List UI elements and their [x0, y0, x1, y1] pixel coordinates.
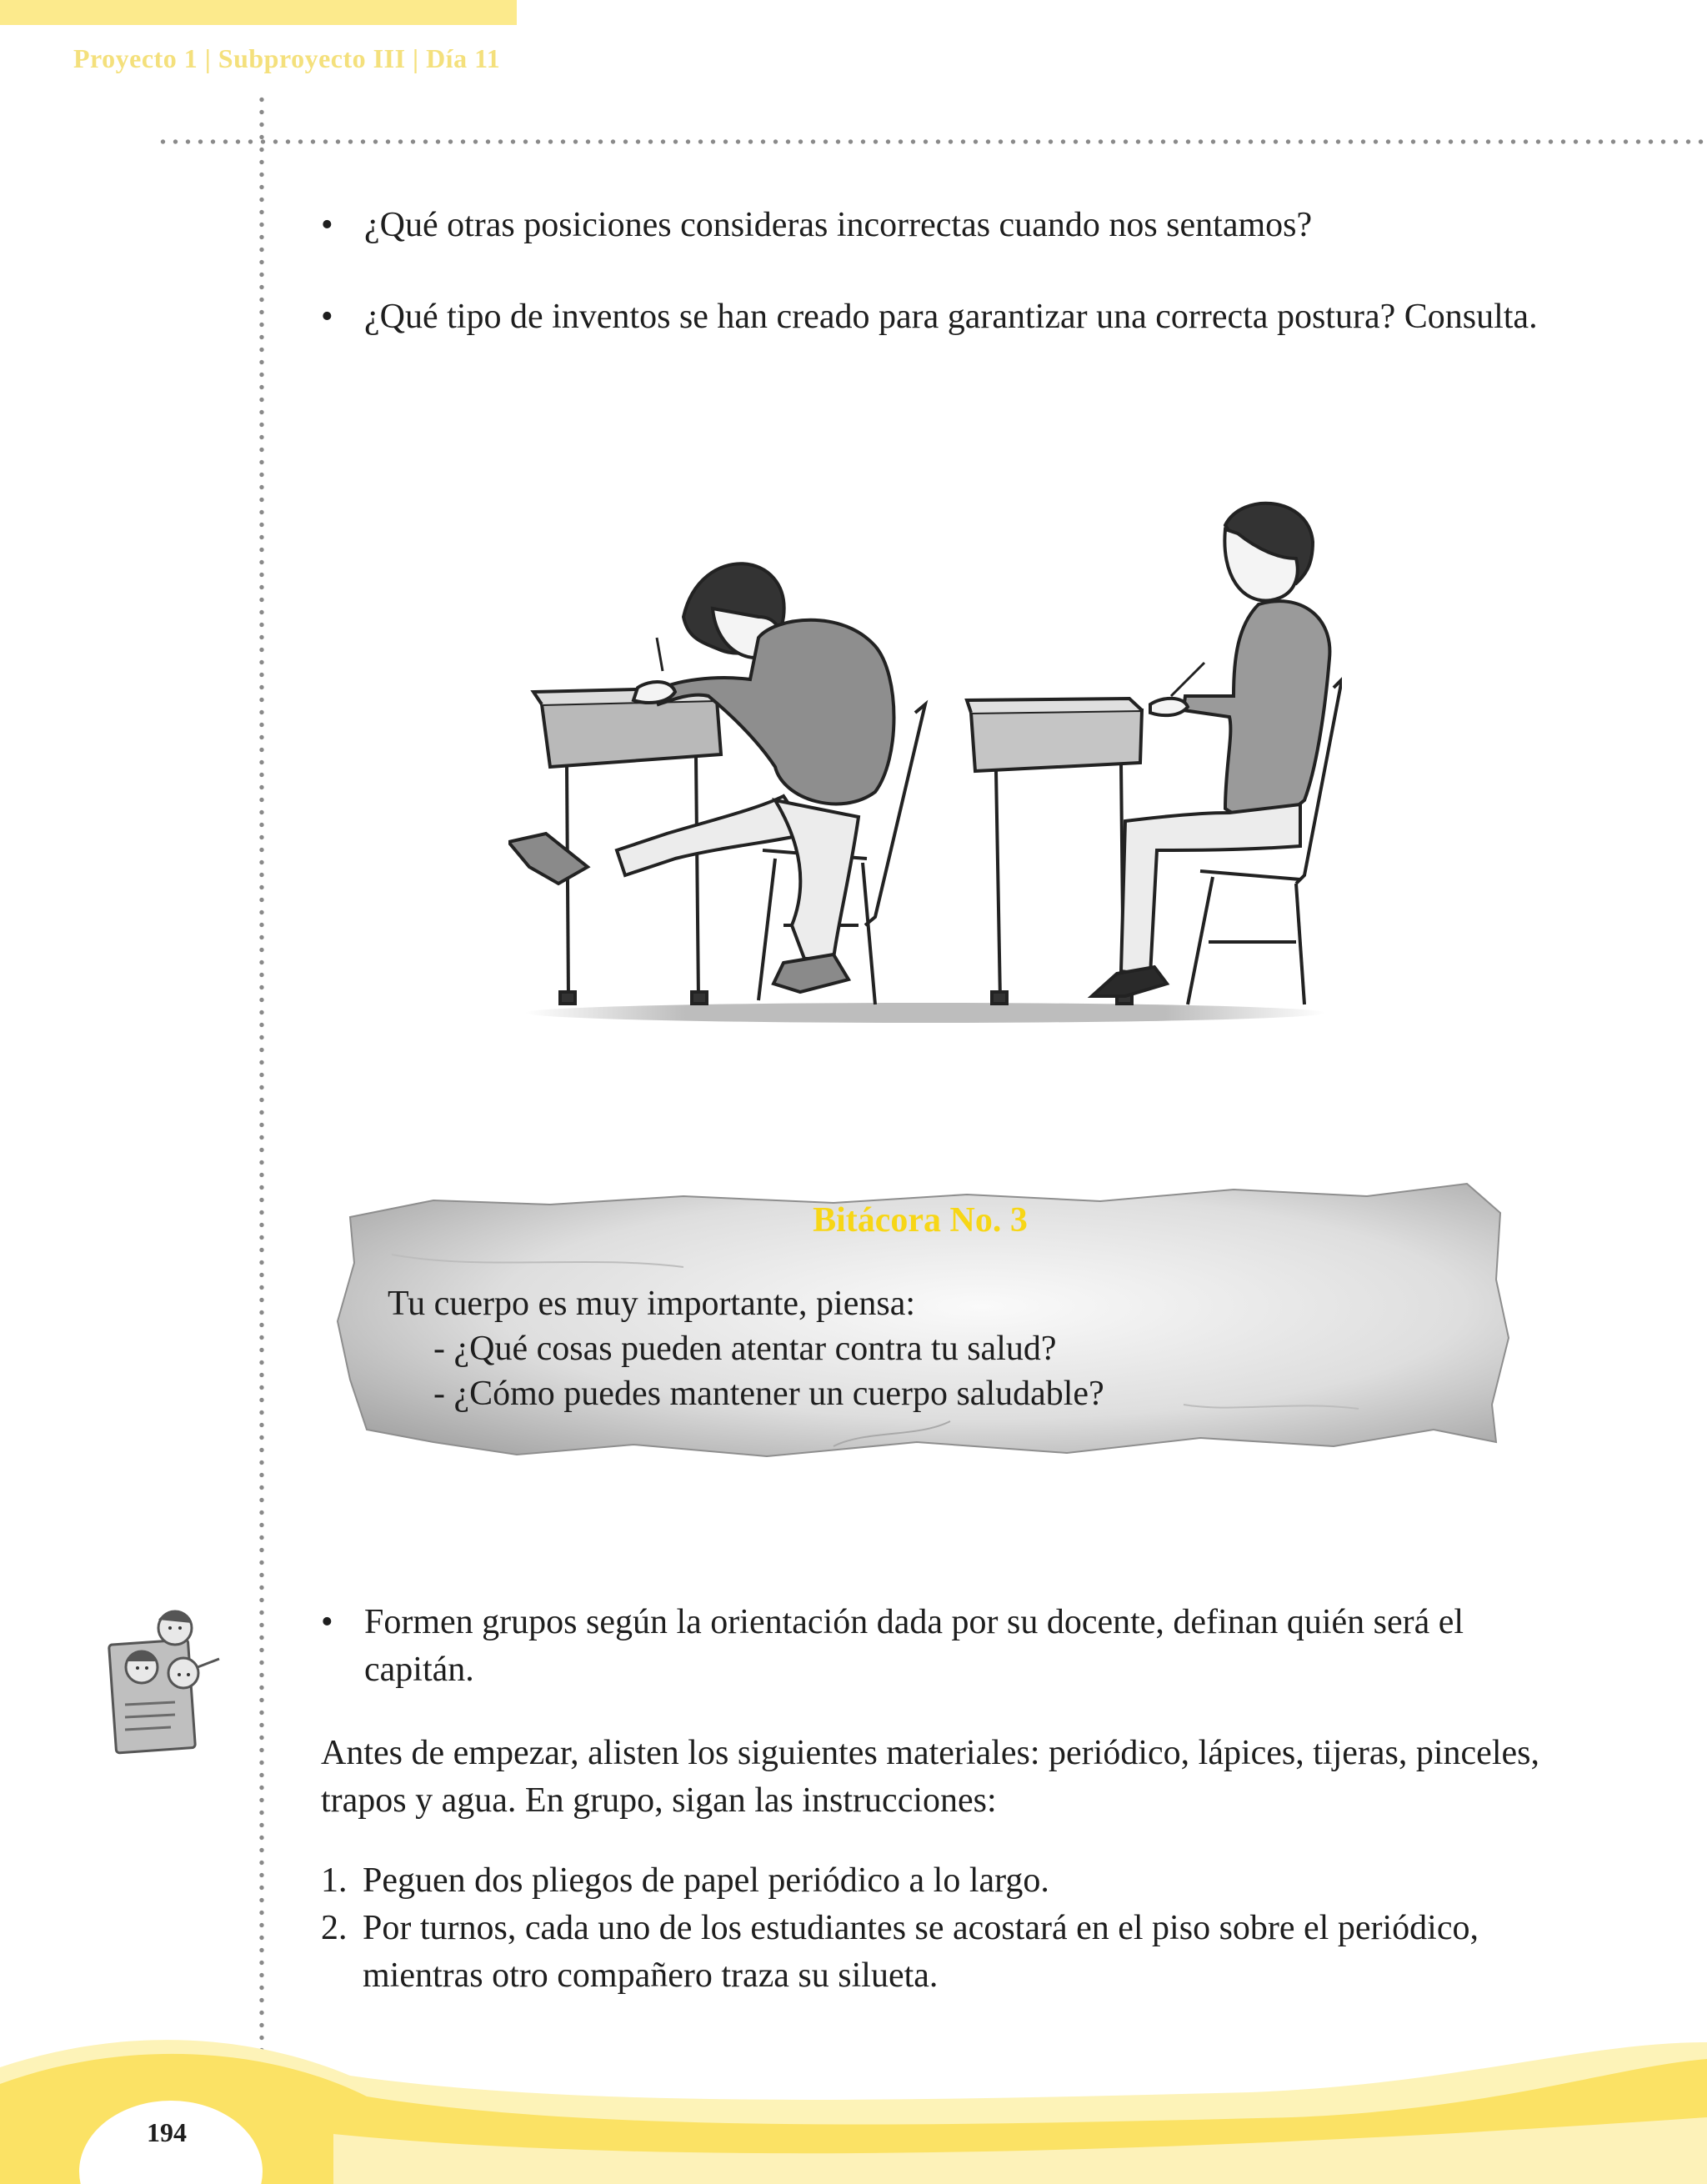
step-text: Por turnos, cada uno de los estudiantes se acostará en el piso sobre el periódico, mientras otro compañero traza su silueta.: [363, 1909, 1479, 1995]
students-posture-illustration: [508, 492, 1342, 1042]
bitacora-title: Bitácora No. 3: [813, 1201, 1028, 1240]
step-number: 2.: [321, 1909, 348, 1947]
materials-paragraph: Antes de empezar, alisten los siguientes materiales: periódico, lápices, tijeras, pinceles, trapos y agua. En grupo, sigan las instrucciones:: [321, 1734, 1539, 1820]
bitacora-item: - ¿Qué cosas pueden atentar contra tu salud?: [433, 1330, 1057, 1368]
footer-wave: [0, 2017, 1707, 2184]
question-item: [321, 293, 1707, 393]
question-text: ¿Qué otras posiciones consideras incorrectas cuando nos sentamos?: [364, 206, 1313, 244]
step-number: 1.: [321, 1861, 348, 1900]
group-work-icon: [104, 1605, 229, 1763]
bitacora-intro: Tu cuerpo es muy importante, piensa:: [388, 1285, 916, 1323]
bullet-icon: •: [321, 206, 333, 244]
question-text: ¿Qué tipo de inventos se han creado para garantizar una correcta postura? Consulta.: [364, 298, 1538, 336]
activity-text: Formen grupos según la orientación dada por su docente, definan quién será el capitán.: [364, 1603, 1464, 1689]
horizontal-dotted-divider: [157, 139, 1707, 144]
bullet-icon: •: [321, 298, 333, 336]
breadcrumb: Proyecto 1 | Subproyecto III | Día 11: [73, 43, 501, 73]
bitacora-item: - ¿Cómo puedes mantener un cuerpo saludable?: [433, 1375, 1104, 1413]
vertical-dotted-divider: [259, 93, 264, 2077]
bullet-icon: •: [321, 1603, 333, 1641]
header-accent-bar: [0, 0, 517, 25]
step-text: Peguen dos pliegos de papel periódico a lo largo.: [363, 1861, 1049, 1900]
page-number: 194: [147, 2117, 187, 2147]
